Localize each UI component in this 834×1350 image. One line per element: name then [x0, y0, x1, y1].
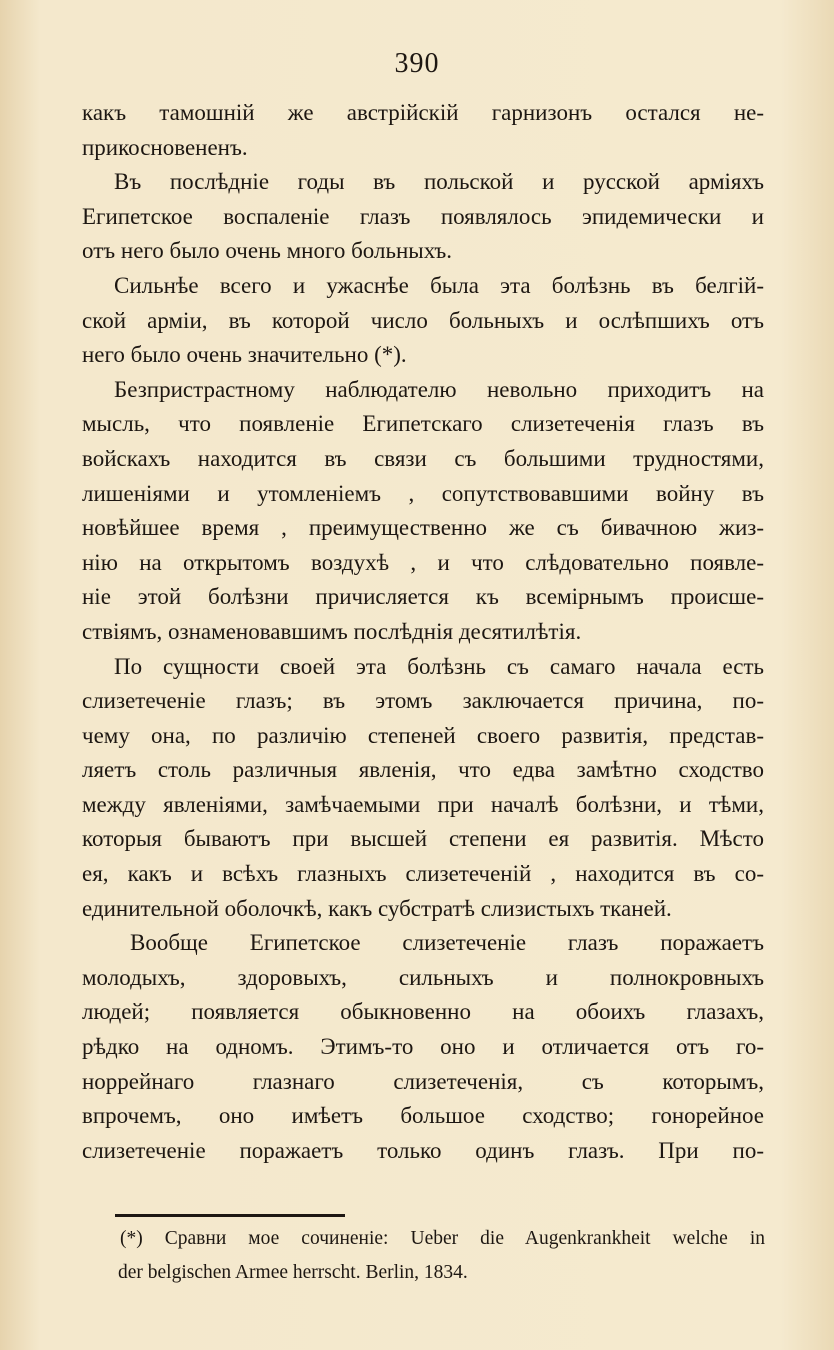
- text-line: прикосновененъ.: [82, 134, 248, 160]
- text-line: ляетъ столь различныя явленія, что едва замѣтно сходство: [82, 757, 764, 783]
- text-line: слизетеченіе глазъ; въ этомъ заключается причина, по-: [82, 688, 764, 714]
- text-line: Въ послѣдніе годы въ польской и русской арміяхъ: [114, 169, 764, 195]
- footnote-line: der belgischen Armee herrscht. Berlin, 1834.: [118, 1262, 468, 1283]
- text-line: чему она, по различію степеней своего развитія, представ-: [82, 722, 764, 748]
- text-line: норрейнаго глазнаго слизетеченія, съ которымъ,: [82, 1068, 764, 1094]
- page-number: 390: [394, 48, 440, 79]
- text-line: новѣйшее время , преимущественно же съ бивачною жиз-: [82, 515, 764, 541]
- text-line: единительной оболочкѣ, какъ субстратѣ слизистыхъ тканей.: [82, 895, 672, 921]
- text-line: Безпристрастному наблюдателю невольно приходитъ на: [114, 376, 764, 402]
- text-line: отъ него было очень много больныхъ.: [82, 238, 452, 264]
- text-line: войскахъ находится въ связи съ большими трудностями,: [82, 445, 764, 471]
- text-line: слизетеченіе поражаетъ только одинъ глазъ. При по-: [82, 1137, 764, 1163]
- footnote-line: (*) Сравни мое сочиненіе: Ueber die Augenkrankheit welche in: [120, 1228, 765, 1249]
- body-text: [82, 96, 764, 1168]
- text-line: между явленіями, замѣчаемыми при началѣ болѣзни, и тѣми,: [82, 791, 764, 817]
- footnote: [120, 1222, 765, 1290]
- text-line: Египетское воспаленіе глазъ появлялось эпидемически и: [82, 203, 764, 229]
- text-line: ствіямъ, ознаменовавшимъ послѣднія десятилѣтія.: [82, 618, 582, 644]
- text-line: Сильнѣе всего и ужаснѣе была эта болѣзнь въ белгій-: [114, 272, 764, 298]
- text-line: По сущности своей эта болѣзнь съ самаго начала есть: [114, 653, 764, 679]
- text-line: лишеніями и утомленіемъ , сопутствовавшими войну въ: [82, 480, 764, 506]
- text-line: нію на открытомъ воздухѣ , и что слѣдовательно появле-: [82, 549, 764, 575]
- text-line: мысль, что появленіе Египетскаго слизетеченія глазъ въ: [82, 411, 764, 437]
- text-line: ніе этой болѣзни причисляется къ всемірнымъ происше-: [82, 584, 764, 610]
- text-line: рѣдко на одномъ. Этимъ-то оно и отличается отъ го-: [82, 1034, 764, 1060]
- text-line: ской арміи, въ которой число больныхъ и ослѣпшихъ отъ: [82, 307, 764, 333]
- text-line: ея, какъ и всѣхъ глазныхъ слизетеченій , находится въ со-: [82, 861, 764, 887]
- text-line: впрочемъ, оно имѣетъ большое сходство; гонорейное: [82, 1103, 764, 1129]
- text-line: него было очень значительно (*).: [82, 342, 407, 368]
- text-line: Вообще Египетское слизетеченіе глазъ поражаетъ: [130, 930, 764, 956]
- text-line: молодыхъ, здоровыхъ, сильныхъ и полнокровныхъ: [82, 964, 764, 990]
- text-line: какъ тамошній же австрійскій гарнизонъ остался не-: [82, 100, 764, 125]
- footnote-divider: [115, 1214, 345, 1217]
- text-line: которыя бываютъ при высшей степени ея развитія. Мѣсто: [82, 826, 764, 852]
- text-line: людей; появляется обыкновенно на обоихъ глазахъ,: [82, 999, 764, 1025]
